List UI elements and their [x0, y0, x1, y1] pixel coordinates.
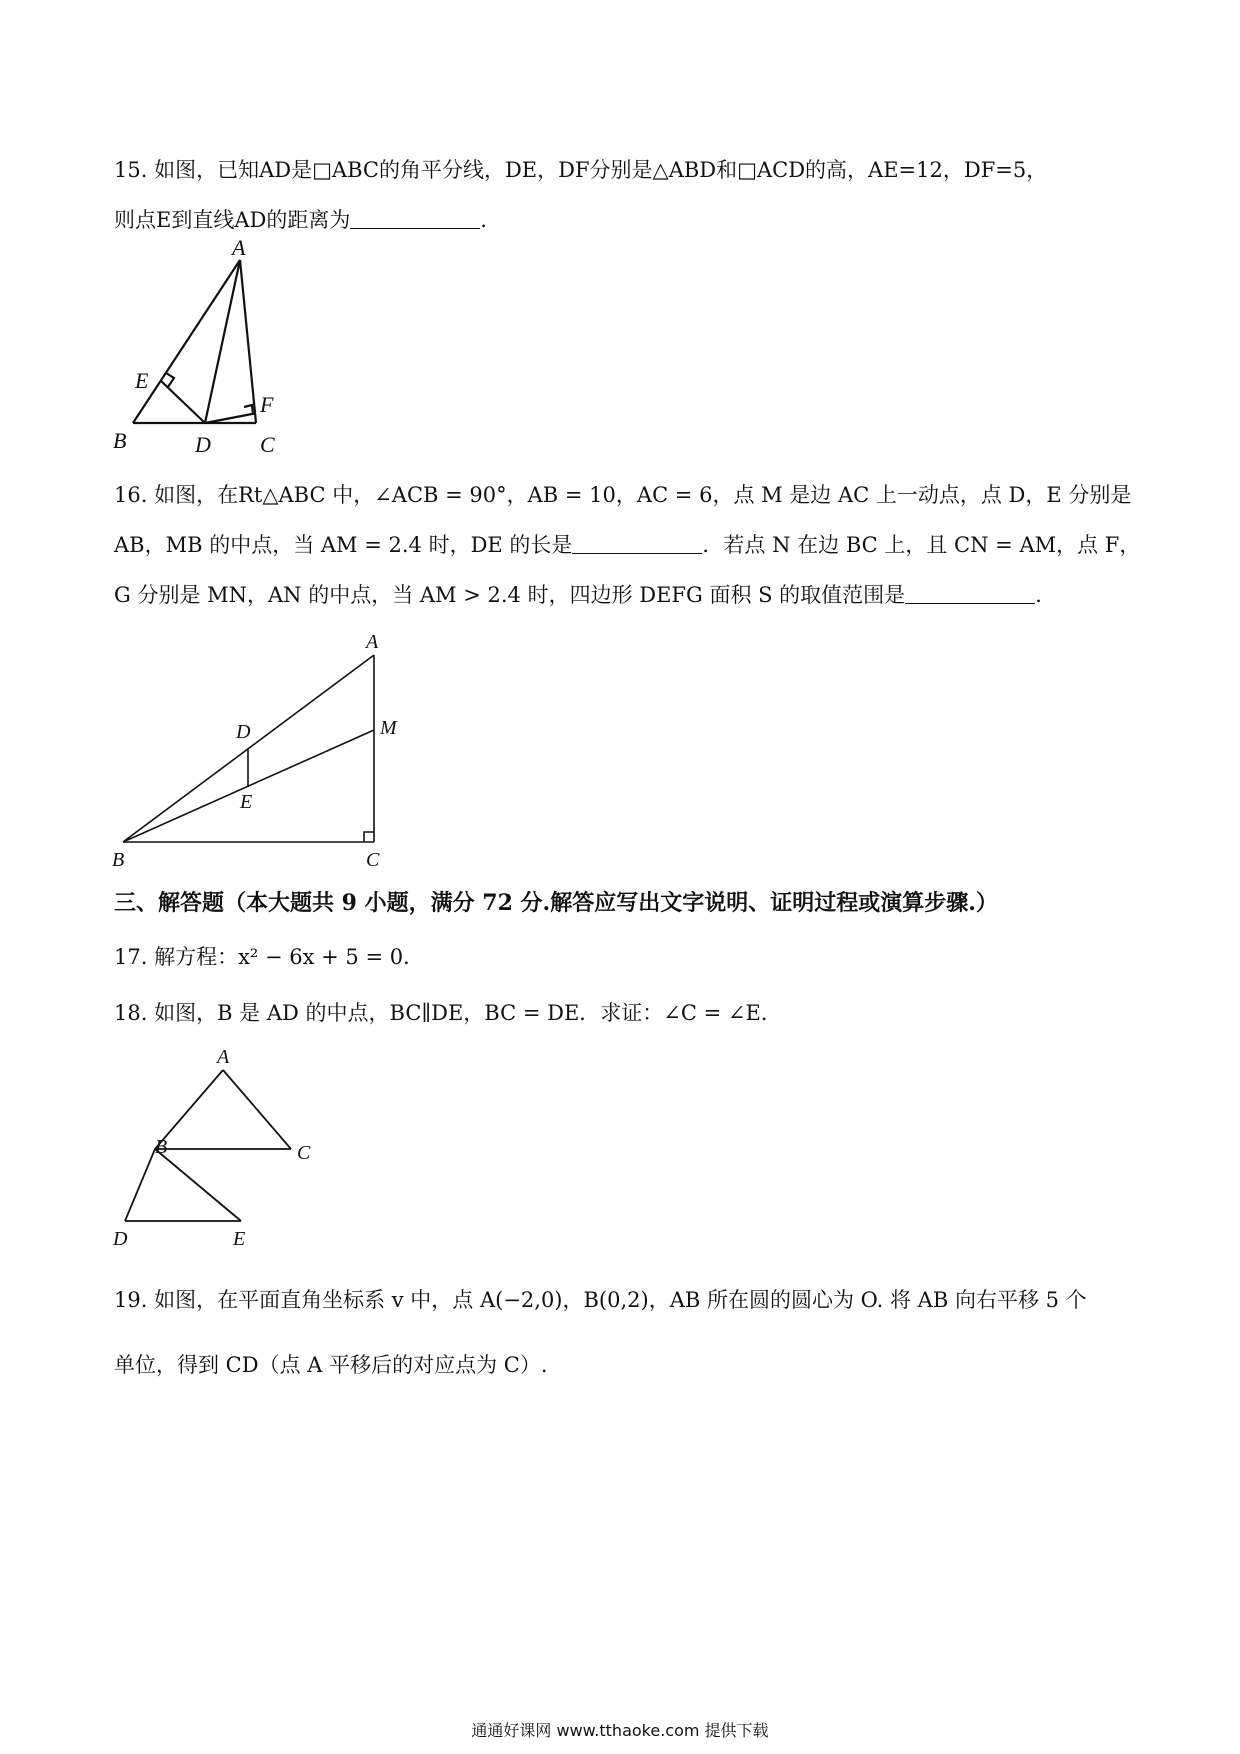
section3-heading: 三、解答题（本大题共 9 小题，满分 72 分.解答应写出文字说明、证明过程或演算步骤.）	[114, 890, 998, 916]
q15-line2-text: 则点E到直线AD的距离为	[114, 208, 351, 232]
q16-label-D: D	[236, 721, 251, 743]
q18-label-E: E	[233, 1228, 246, 1250]
q18-label-C: C	[297, 1142, 311, 1164]
q16-figure	[110, 630, 410, 870]
q15-line2	[114, 205, 501, 235]
q16-line2	[114, 530, 1140, 560]
q18-text: 18. 如图，B 是 AD 的中点，BC∥DE，BC = DE．求证：∠C = ∠E．	[114, 1001, 782, 1025]
q16-line3-a: G 分别是 MN，AN 的中点，当 AM > 2.4 时，四边形 DEFG 面积 S 的取值范围是	[114, 583, 906, 607]
q19-line1: 19. 如图，在平面直角坐标系 v 中，点 A(−2,0)，B(0,2)，AB 所在圆的圆心为 O. 将 AB 向右平移 5 个	[114, 1288, 1087, 1312]
q16-label-B: B	[112, 849, 125, 871]
q15-label-B: B	[113, 428, 127, 453]
q18-label-D: D	[113, 1228, 128, 1250]
q15-label-D: D	[195, 432, 211, 457]
q15-label-A: A	[232, 235, 246, 260]
q18-label-A: A	[217, 1046, 230, 1068]
q16-answer-blank-1	[572, 533, 702, 554]
q16-label-E: E	[240, 791, 253, 813]
q15-line1: 15. 如图，已知AD是□ABC的角平分线，DE，DF分别是△ABD和□ACD的高，AE=12，DF=5，	[114, 158, 1048, 182]
q19-line2: 单位，得到 CD（点 A 平移后的对应点为 C）.	[114, 1353, 548, 1377]
q16-answer-blank-2	[905, 583, 1035, 604]
q16-label-C: C	[366, 849, 380, 871]
q18-figure	[105, 1045, 335, 1255]
q15-label-E: E	[135, 368, 149, 393]
q15-figure	[100, 235, 320, 460]
q18-label-B: B	[155, 1136, 168, 1158]
q15-line2-end: ．	[480, 208, 502, 232]
q17-text: 17. 解方程：x² − 6x + 5 = 0．	[114, 945, 425, 969]
q16-line2-a: AB，MB 的中点，当 AM = 2.4 时，DE 的长是	[114, 533, 573, 557]
q16-line3	[114, 580, 1056, 610]
q15-label-C: C	[260, 432, 275, 457]
q16-line2-b: ．若点 N 在边 BC 上，且 CN = AM，点 F，	[702, 533, 1141, 557]
q15-answer-blank	[350, 208, 480, 229]
q16-label-M: M	[380, 717, 397, 739]
q16-line1: 16. 如图，在Rt△ABC 中，∠ACB = 90°，AB = 10，AC = 6，点 M 是边 AC 上一动点，点 D，E 分别是	[114, 483, 1132, 507]
q16-line3-b: ．	[1035, 583, 1057, 607]
footer-watermark: 通通好课网 www.tthaoke.com 提供下载	[471, 1721, 769, 1740]
q16-label-A: A	[366, 631, 379, 653]
q15-label-F: F	[260, 392, 274, 417]
